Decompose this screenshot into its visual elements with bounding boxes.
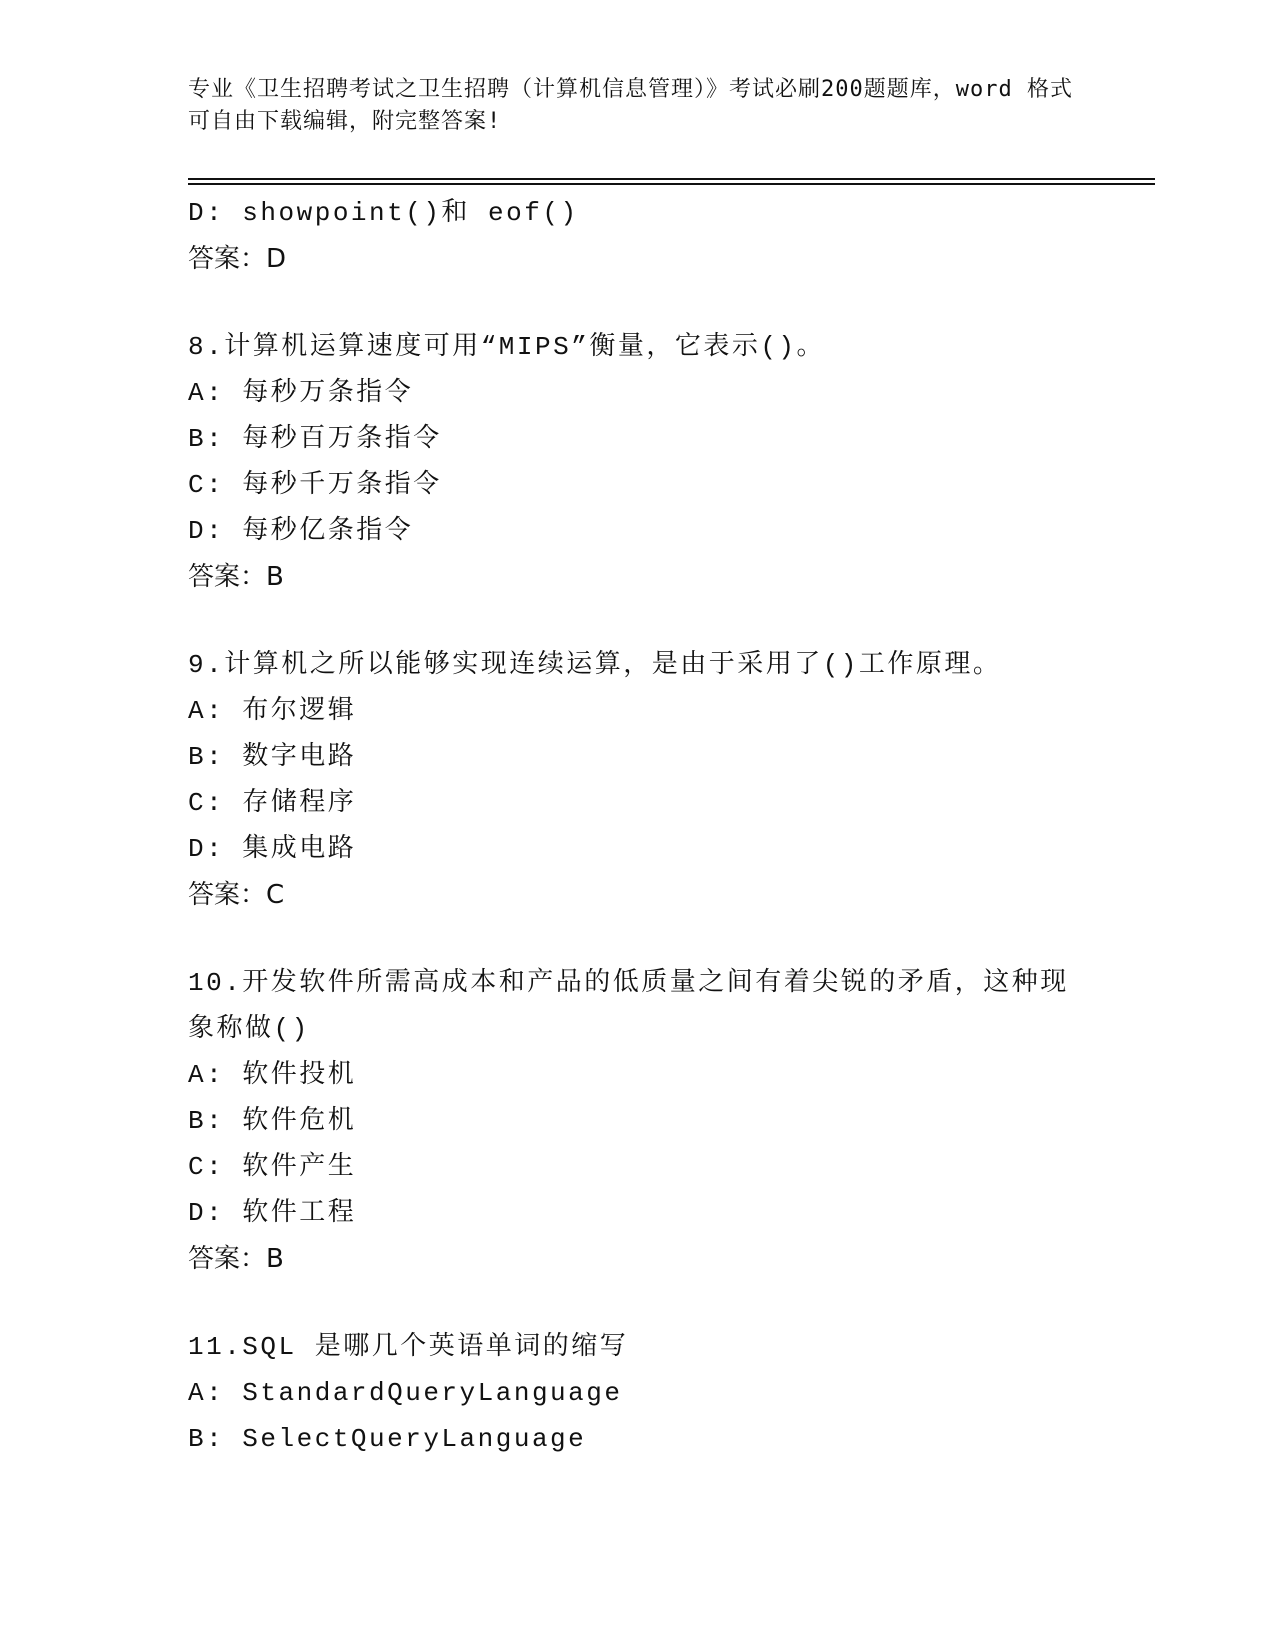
option-d: D: 每秒亿条指令 (188, 516, 414, 546)
option-a: A: StandardQueryLanguage (188, 1378, 623, 1408)
option-d: D: 软件工程 (188, 1198, 357, 1228)
option-c: C: 存储程序 (188, 788, 357, 818)
option-a: A: 每秒万条指令 (188, 378, 414, 408)
option-b: B: 软件危机 (188, 1106, 357, 1136)
option-d: D: showpoint()和 eof() (188, 198, 579, 228)
question-text: 11.SQL 是哪几个英语单词的缩写 (188, 1332, 629, 1362)
question-10 (188, 960, 1088, 1282)
question-8 (188, 324, 1088, 600)
question-list (188, 190, 1088, 1462)
answer-label: 答案：D (188, 244, 287, 274)
question-9 (188, 642, 1088, 918)
option-a: A: 软件投机 (188, 1060, 357, 1090)
option-b: B: 数字电路 (188, 742, 357, 772)
question-text: 8.计算机运算速度可用“MIPS”衡量，它表示()。 (188, 332, 826, 362)
answer-label: 答案：B (188, 562, 284, 592)
answer-label: 答案：C (188, 880, 285, 910)
option-a: A: 布尔逻辑 (188, 696, 357, 726)
header-divider-bottom (188, 183, 1155, 185)
document-header: 专业《卫生招聘考试之卫生招聘（计算机信息管理）》考试必刷200题题库，word 格式可自由下载编辑，附完整答案! (188, 77, 1073, 134)
header-divider-top (188, 178, 1155, 180)
question-text: 9.计算机之所以能够实现连续运算，是由于采用了()工作原理。 (188, 650, 1002, 680)
question-text-line-2: 象称做() (188, 1014, 310, 1044)
answer-label: 答案：B (188, 1244, 284, 1274)
question-11 (188, 1324, 1088, 1462)
option-c: C: 软件产生 (188, 1152, 357, 1182)
option-b: B: SelectQueryLanguage (188, 1424, 587, 1454)
question-text-line-1: 10.开发软件所需高成本和产品的低质量之间有着尖锐的矛盾，这种现 (188, 968, 1069, 998)
option-d: D: 集成电路 (188, 834, 357, 864)
option-c: C: 每秒千万条指令 (188, 470, 442, 500)
previous-question-tail (188, 190, 1088, 282)
option-b: B: 每秒百万条指令 (188, 424, 442, 454)
